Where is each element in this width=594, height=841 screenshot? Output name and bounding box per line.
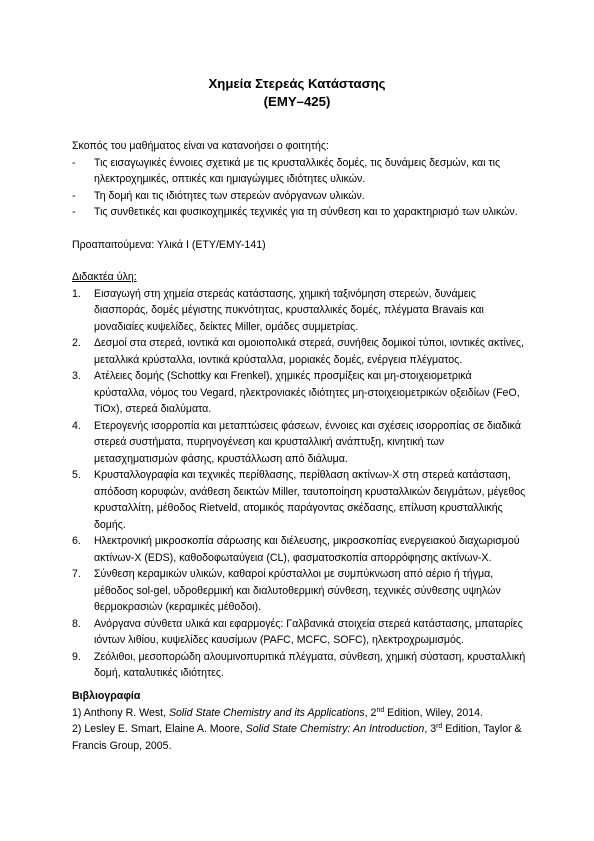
aim-item xyxy=(72,155,526,188)
unit-text: Κρυσταλλογραφία και τεχνικές περίθλασης, περίθλαση ακτίνων-Χ στη στερεά κατάσταση, απόδοση κορυφών, ανάθεση δεικτών Miller, ταυτοποίηση κρυσταλλικών δειγμάτων, μέγεθος κρυσταλλίτη, μέθοδος Rietveld, ατομικός παράγοντας σκέδασης, επίλυση κρυσταλλικής δομής. xyxy=(94,469,526,531)
unit-text: Ηλεκτρονική μικροσκοπία σάρωσης και διέλευσης, μικροσκοπίας ενεργειακού διαχωρισμού ακτίνων-Χ (EDS), καθοδοφωταύγεια (CL), φασματοσκοπία απορρόφησης ακτίνων-Χ. xyxy=(94,535,520,564)
syllabus-unit xyxy=(72,616,526,649)
syllabus-unit xyxy=(72,335,526,368)
unit-text: Ατέλειες δομής (Schottky και Frenkel), χημικές προσμίξεις και μη-στοιχειομετρικά κρύσταλλα, νόμος του Vegard, ηλεκτρονιακές ιδιότητες μη-στοιχειομετρικών οξειδίων (FeO, TiOx), στερεά διαλύματα. xyxy=(94,370,520,415)
unit-number: 9. xyxy=(72,650,81,663)
syllabus-unit xyxy=(72,286,526,336)
reference-publisher: Edition, Taylor & Francis Group, 2005. xyxy=(72,723,522,752)
bibliography xyxy=(72,688,526,754)
aim-list xyxy=(72,155,526,221)
syllabus-unit xyxy=(72,566,526,616)
reference-authors: 2) Lesley E. Smart, Elaine A. Moore, xyxy=(72,723,246,735)
aim-item-text: Τις εισαγωγικές έννοιες σχετικά με τις κρυσταλλικές δομές, τις δυνάμεις δεσμών, και τις ηλεκτροχημικές, οπτικές και ημιαγώγιμες ιδιότητες υλικών. xyxy=(94,156,501,185)
syllabus-heading: Διδακτέα ύλη: xyxy=(72,271,137,283)
syllabus-unit xyxy=(72,418,526,468)
syllabus-list xyxy=(72,286,526,682)
reference-title: Solid State Chemistry: An Introduction xyxy=(245,723,425,735)
unit-text: Ετερογενής ισορροπία και μεταπτώσεις φάσεων, έννοιες και σχέσεις ισορροπίας σε διαδικά στερεά συστήματα, πυρηνογένεση και κρυσταλλική ανάπτυξη, κινητική των μετασχηματισμών φάσης, κρυστάλλωση από διάλυμα. xyxy=(94,419,521,465)
reference-item xyxy=(72,721,526,754)
bibliography-heading: Βιβλιογραφία xyxy=(72,690,141,702)
reference-title: Solid State Chemistry and its Applications xyxy=(168,706,365,719)
syllabus xyxy=(72,269,526,682)
unit-number: 4. xyxy=(72,419,81,432)
unit-number: 6. xyxy=(72,535,81,547)
unit-text: Ανόργανα σύνθετα υλικά και εφαρμογές: Γαλβανικά στοιχεία στερεά κατάστασης, μπαταρίες ιόντων λιθίου, κυψελίδες καυσίμων (PAFC, MCFC, SOFC), ηλεκτροχρωμισμός. xyxy=(94,617,523,646)
unit-number: 5. xyxy=(72,469,81,481)
bullet-dash: - xyxy=(72,189,76,202)
unit-number: 1. xyxy=(72,287,81,300)
reference-edition: , 2 xyxy=(364,706,377,719)
course-title-name: Χημεία Στερεάς Κατάστασης xyxy=(208,76,386,91)
reference-edition: , 3 xyxy=(424,723,437,735)
aim-item xyxy=(72,188,526,205)
syllabus-unit xyxy=(72,533,526,566)
aim-item xyxy=(72,204,526,221)
bullet-dash: - xyxy=(72,156,76,169)
unit-number: 2. xyxy=(72,337,81,349)
reference-item xyxy=(72,705,526,722)
reference-publisher: Edition, Wiley, 2014. xyxy=(384,706,483,719)
unit-text: Σύνθεση κεραμικών υλικών, καθαροί κρύσταλλοι με συμπύκνωση από αέριο ή τήγμα, μέθοδος sol-gel, υδροθερμική και διαλυτοθερμική σύνθεση, τεχνικές σύνθεσης υψηλών θερμοκρασιών (κεραμικές μέθοδοι). xyxy=(94,568,501,613)
unit-number: 3. xyxy=(72,370,81,382)
unit-number: 7. xyxy=(72,568,81,580)
reference-edition-suffix: nd xyxy=(376,706,385,714)
unit-number: 8. xyxy=(72,617,81,630)
unit-text: Δεσμοί στα στερεά, ιοντικά και ομοιοπολικά στερεά, συνήθεις δομικοί τύποι, ιοντικές ακτίνες, μεταλλικά κρύσταλλα, ιοντικά κρύσταλλα, μοριακές δομές, ενέργεια πλέγματος. xyxy=(94,337,524,366)
syllabus-unit xyxy=(72,467,526,533)
course-aim xyxy=(72,138,526,221)
reference-edition-suffix: rd xyxy=(436,723,443,730)
aim-intro: Σκοπός του μαθήματος είναι να κατανοήσει ο φοιτητής: xyxy=(72,140,329,152)
bullet-dash: - xyxy=(72,206,76,218)
unit-text: Εισαγωγή στη χημεία στερεάς κατάστασης, χημική ταξινόμηση στερεών, δυνάμεις διασποράς, δομές μέγιστης πυκνότητας, κρυσταλλικές δομές, πλέγματα Bravais και μοναδιαίες κυψελίδες, δείκτες Miller, ομάδες συμμετρίας. xyxy=(94,287,484,333)
syllabus-unit xyxy=(72,368,526,418)
aim-item-text: Τη δομή και τις ιδιότητες των στερεών ανόργανων υλικών. xyxy=(94,189,365,202)
reference-authors: 1) Anthony R. West, xyxy=(72,706,169,719)
syllabus-unit xyxy=(72,649,526,682)
prerequisites: Προαπαιτούμενα: Υλικά Ι (ΕΤΥ/ΕΜΥ-141) xyxy=(72,239,266,251)
unit-text: Ζεόλιθοι, μεσοπορώδη αλουμινοπυριτικά πλέγματα, σύνθεση, χημική σύσταση, κρυσταλλική δομή, καταλυτικές ιδιότητες. xyxy=(94,650,526,679)
course-code: (ΕΜΥ–425) xyxy=(263,94,331,109)
aim-item-text: Τις συνθετικές και φυσικοχημικές τεχνικές για τη σύνθεση και το χαρακτηρισμό των υλικών. xyxy=(94,206,518,218)
course-title xyxy=(0,75,594,111)
